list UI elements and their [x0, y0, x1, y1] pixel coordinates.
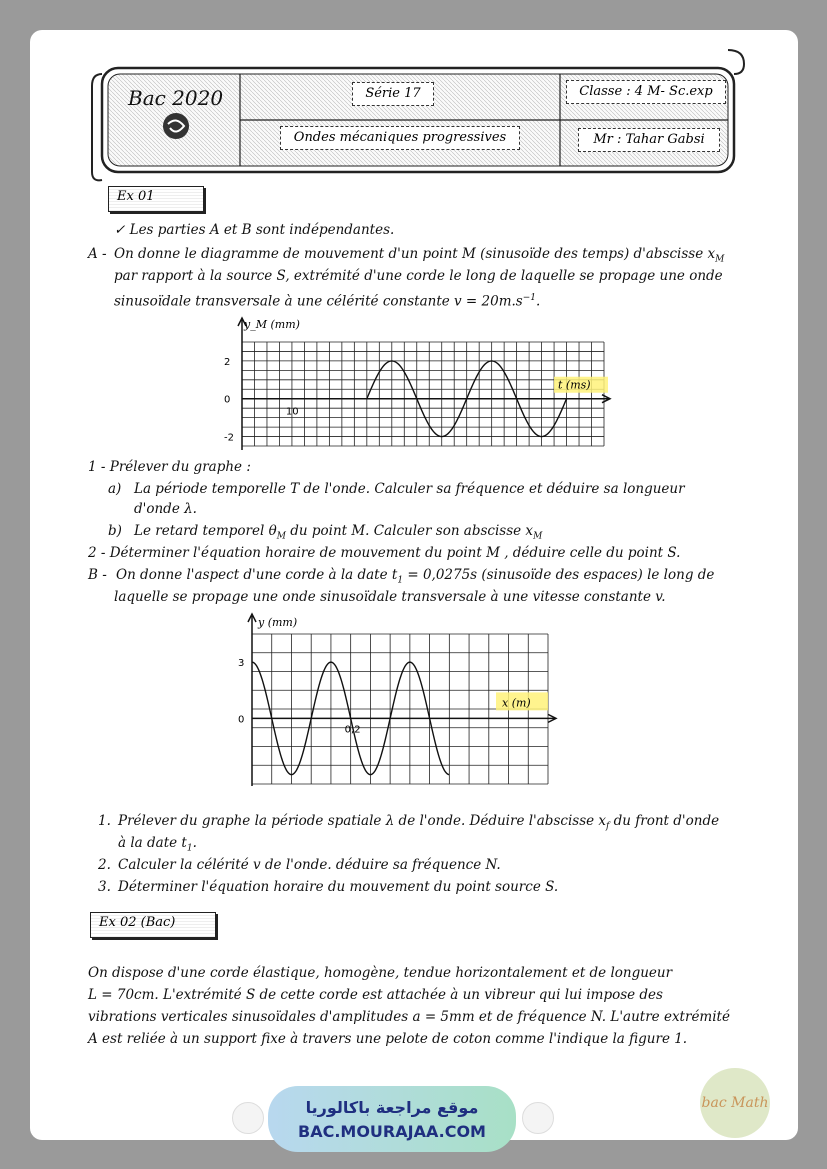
ex2-title: Ex 02 (Bac) — [90, 912, 216, 938]
y-tick-label: 0 — [238, 714, 245, 726]
serie-label: Série 17 — [352, 82, 434, 106]
site-url: BAC.MOURAJAA.COM — [298, 1122, 486, 1141]
part-a-label: A - — [88, 246, 107, 262]
site-logo-icon — [232, 1102, 264, 1134]
classe-label: Classe : 4 M- Sc.exp — [566, 80, 726, 104]
question-1b: Le retard temporel $\theta_M$ du point M. Calculer son abscisse $x_M$ — [134, 523, 543, 542]
bac-math-logo: bac Math — [700, 1068, 770, 1138]
header-scroll — [88, 44, 748, 184]
part-a-line3: sinusoïdale transversale à une célérité constante $v = 20m.s^{-1}$. — [114, 293, 541, 310]
y-tick-label: -2 — [224, 432, 234, 444]
ex2-line1: On dispose d'une corde élastique, homogène, tendue horizontalement et de longueur — [88, 965, 673, 981]
bq2-label: 2. — [98, 857, 111, 873]
question-2: 2 - Déterminer l'équation horaire de mouvement du point M , déduire celle du point S. — [88, 545, 681, 561]
y-tick-label: 3 — [238, 658, 245, 670]
question-1a-label: a) — [108, 481, 122, 497]
part-a-line2: par rapport à la source S, extrémité d'une corde le long de laquelle se propage une onde — [114, 268, 723, 284]
site-badge[interactable] — [268, 1086, 516, 1152]
ex1-title: Ex 01 — [108, 186, 204, 212]
question-1a-line1: La période temporelle T de l'onde. Calculer sa fréquence et déduire sa longueur — [134, 481, 685, 497]
part-b-line1: On donne l'aspect d'une corde à la date $t_1 = 0,0275s$ (sinusoïde des espaces) le long de — [116, 567, 715, 586]
y-tick-label: 2 — [224, 356, 231, 368]
part-b-line2: laquelle se propage une onde sinusoïdale transversale à une vitesse constante v. — [114, 589, 666, 605]
topic-label: Ondes mécaniques progressives — [280, 126, 520, 150]
bq1-line2: à la date $t_1$. — [118, 835, 197, 854]
chart-spatial-sinusoid — [232, 612, 572, 792]
question-1b-label: b) — [108, 523, 122, 539]
ex1-note: ✓ Les parties A et B sont indépendantes. — [114, 222, 395, 238]
x-tick-label: 0,2 — [344, 724, 361, 736]
part-b-label: B - — [88, 567, 107, 583]
ex2-line2: L = 70cm. L'extrémité S de cette corde est attachée à un vibreur qui lui impose des — [88, 987, 663, 1003]
bq1-label: 1. — [98, 813, 111, 829]
bq3-text: Déterminer l'équation horaire du mouvement du point source S. — [118, 879, 559, 895]
bq1-line1: Prélever du graphe la période spatiale λ de l'onde. Déduire l'abscisse $x_f$ du front d'onde — [118, 813, 720, 832]
x-axis-label: x (m) — [502, 696, 531, 710]
site-arabic-title: موقع مراجعة باكالوريا — [305, 1098, 479, 1117]
question-1a-line2: d'onde λ. — [134, 501, 197, 517]
question-1: 1 - Prélever du graphe : — [88, 459, 251, 475]
chart-temporal-sinusoid — [214, 314, 624, 464]
teacher-label: Mr : Tahar Gabsi — [578, 128, 720, 152]
ex2-line4: A est reliée à un support fixe à travers une pelote de coton comme l'indique la figure 1. — [88, 1031, 688, 1047]
bac-title: Bac 2020 — [128, 86, 224, 110]
bq2-text: Calculer la célérité v de l'onde. déduire sa fréquence N. — [118, 857, 501, 873]
y-tick-label: 0 — [224, 394, 231, 406]
y-axis-label: y (mm) — [258, 616, 298, 629]
site-logo-icon — [522, 1102, 554, 1134]
y-axis-label: y_M (mm) — [244, 318, 300, 331]
x-tick-label: 10 — [285, 406, 299, 418]
ex2-line3: vibrations verticales sinusoïdales d'amplitudes a = 5mm et de fréquence N. L'autre extrémité — [88, 1009, 730, 1025]
bq3-label: 3. — [98, 879, 111, 895]
part-a-line1: On donne le diagramme de mouvement d'un point M (sinusoïde des temps) d'abscisse $x_M$ — [114, 246, 725, 265]
x-axis-label: t (ms) — [558, 378, 591, 392]
